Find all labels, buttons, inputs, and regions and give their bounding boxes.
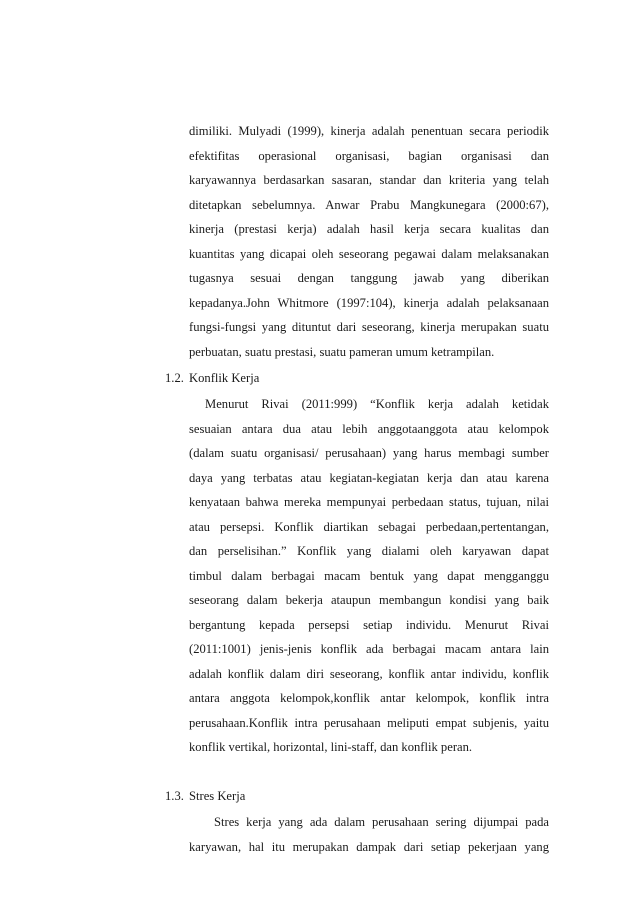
paragraph-1-line: karyawannya berdasarkan sasaran, standar dan kriteria yang telah — [189, 173, 549, 187]
section-title: Stres Kerja — [189, 789, 246, 803]
section-1-2-line: perusahaan.Konflik intra perusahaan meliputi empat subjenis, yaitu — [189, 716, 549, 730]
section-1-3-line: Stres kerja yang ada dalam perusahaan sering dijumpai pada — [214, 815, 549, 829]
paragraph-1-line: kuantitas yang dicapai oleh seseorang pegawai dalam melaksanakan — [189, 247, 549, 261]
paragraph-1-line: dimiliki. Mulyadi (1999), kinerja adalah penentuan secara periodik — [189, 124, 549, 138]
section-1-2-line: (dalam suatu organisasi/ perusahaan) yang harus membagi sumber — [189, 446, 549, 460]
section-1-2-line: (2011:1001) jenis-jenis konflik ada berbagai macam antara lain — [189, 642, 549, 656]
section-1-2-line: atau persepsi. Konflik diartikan sebagai perbedaan,pertentangan, — [189, 520, 549, 534]
section-number: 1.2. — [165, 371, 184, 385]
paragraph-1-line: kinerja (prestasi kerja) adalah hasil kerja secara kualitas dan — [189, 222, 549, 236]
section-heading-1-2 — [165, 370, 259, 386]
section-1-2-line: kenyataan bahwa mereka mempunyai perbedaan status, tujuan, nilai — [189, 495, 549, 509]
paragraph-1-line: kepadanya.John Whitmore (1997:104), kinerja adalah pelaksanaan — [189, 296, 549, 310]
paragraph-1-line: efektifitas operasional organisasi, bagian organisasi dan — [189, 149, 549, 163]
section-1-3-line: karyawan, hal itu merupakan dampak dari setiap pekerjaan yang — [189, 840, 549, 854]
section-1-2-line: timbul dalam berbagai macam bentuk yang dapat mengganggu — [189, 569, 549, 583]
section-title: Konflik Kerja — [189, 371, 260, 385]
paragraph-1-line: ditetapkan sebelumnya. Anwar Prabu Mangkunegara (2000:67), — [189, 198, 549, 212]
paragraph-1-line: fungsi-fungsi yang dituntut dari seseorang, kinerja merupakan suatu — [189, 320, 549, 334]
section-number: 1.3. — [165, 789, 184, 803]
paragraph-1-line: tugasnya sesuai dengan tanggung jawab yang diberikan — [189, 271, 549, 285]
section-1-2-line: dan perselisihan.” Konflik yang dialami oleh karyawan dapat — [189, 544, 549, 558]
section-1-2-line: sesuaian antara dua atau lebih anggotaanggota atau kelompok — [189, 422, 549, 436]
section-1-2-line: antara anggota kelompok,konflik antar kelompok, konflik intra — [189, 691, 549, 705]
paragraph-1-line: perbuatan, suatu prestasi, suatu pameran umum ketrampilan. — [189, 345, 495, 359]
section-1-2-line: adalah konflik dalam diri seseorang, konflik antar individu, konflik — [189, 667, 549, 681]
section-1-2-line: seseorang dalam bekerja ataupun membangun kondisi yang baik — [189, 593, 549, 607]
section-1-2-line: konflik vertikal, horizontal, lini-staff, dan konflik peran. — [189, 740, 473, 754]
section-1-2-line: bergantung kepada persepsi setiap individu. Menurut Rivai — [189, 618, 549, 632]
section-heading-1-3 — [165, 788, 245, 804]
section-1-2-line: daya yang terbatas atau kegiatan-kegiatan kerja dan atau karena — [189, 471, 549, 485]
section-1-2-line: Menurut Rivai (2011:999) “Konflik kerja adalah ketidak — [205, 397, 549, 411]
